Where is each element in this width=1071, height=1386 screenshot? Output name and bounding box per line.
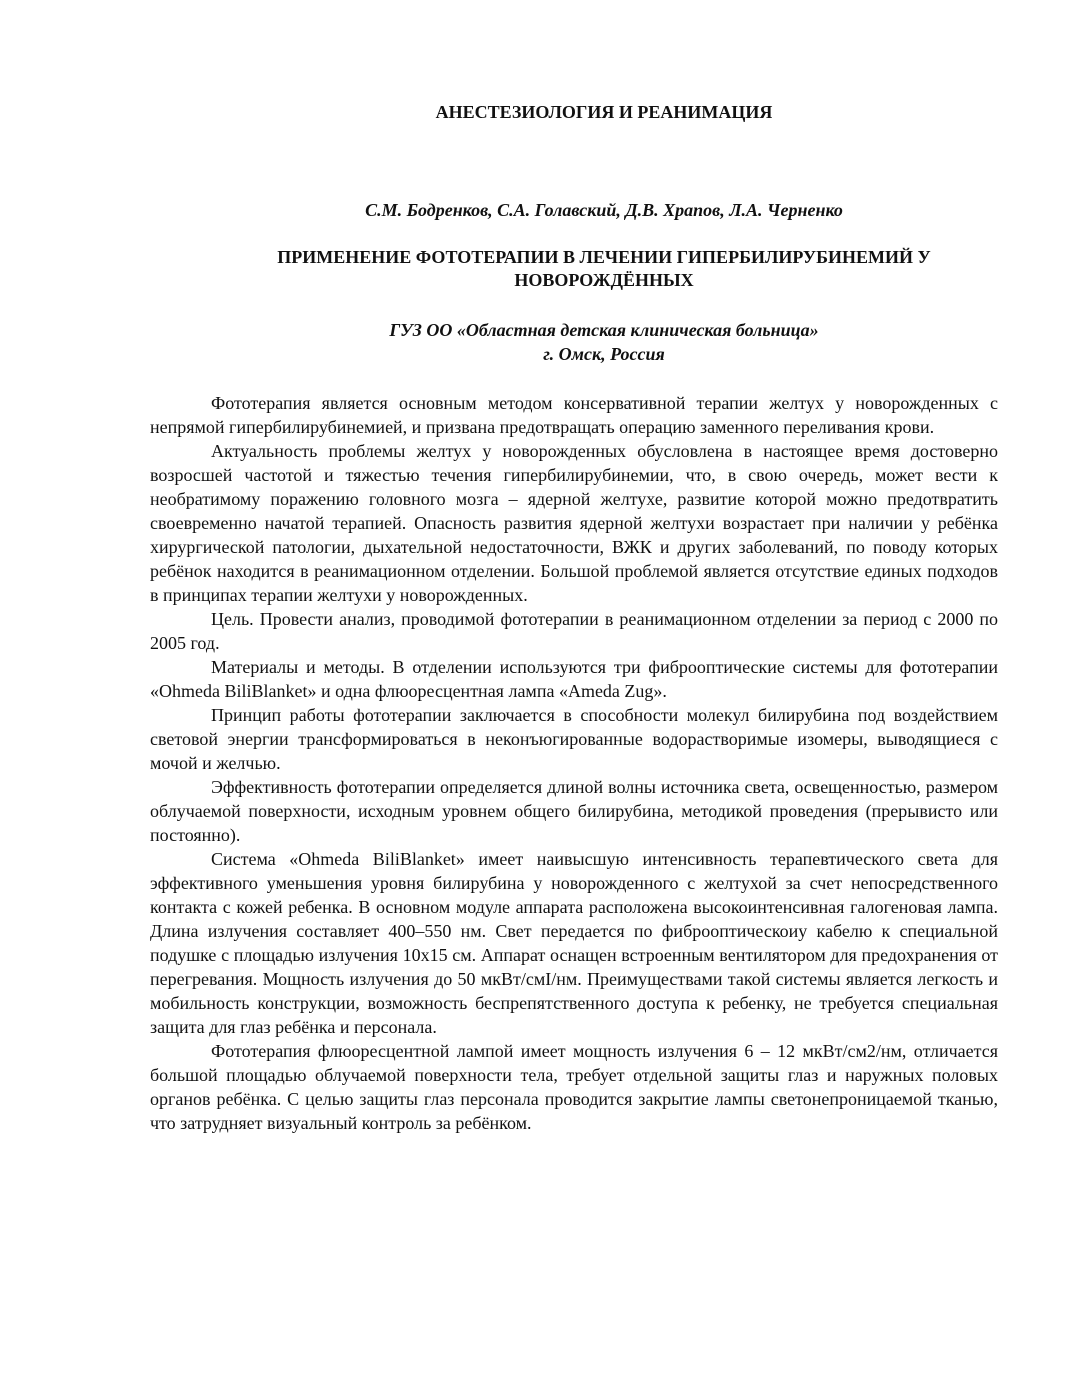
article-title (150, 246, 1058, 292)
paragraph: Фототерапия флюоресцентной лампой имеет мощность излучения 6 – 12 мкВт/см2/нм, отличается большой площадью облучаемой поверхности тела, требует отдельной защиты глаз и наружных половых органов ребёнка. С целью защиты глаз персонала проводится закрытие лампы светонепроницаемой тканью, что затрудняет визуальный контроль за ребёнком. (150, 1041, 998, 1133)
title-line: ПРИМЕНЕНИЕ ФОТОТЕРАПИИ В ЛЕЧЕНИИ ГИПЕРБИЛИРУБИНЕМИЙ У (277, 247, 931, 267)
paragraph: Актуальность проблемы желтух у новорожденных обусловлена в настоящее время достоверно возросшей частотой и тяжестью течения гипербилирубинемии, что, в свою очередь, может вести к необратимому поражению головного мозга – ядерной желтухе, развитие которой можно предотвратить своевременно начатой терапией. Опасность развития ядерной желтухи возрастает при наличии у ребёнка хирургической патологии, дыхательной недостаточности, ВЖК и других заболеваний, по поводу которых ребёнок находится в реанимационном отделении. Большой проблемой является отсутствие единых подходов в принципах терапии желтухи у новорожденных. (150, 441, 998, 605)
paragraph: Система «Ohmeda BiliBlanket» имеет наивысшую интенсивность терапевтического света для эффективного уменьшения уровня билирубина у новорожденного с желтухой за счет непосредственного контакта с кожей ребенка. В основном модуле аппарата расположена высокоинтенсивная галогеновая лампа. Длина излучения составляет 400–550 нм. Свет передается по фиброоптическоиу кабелю к специальной подушке с площадью излучения 10х15 см. Аппарат оснащен встроенным вентилятором для предохранения от перегревания. Мощность излучения до 50 мкВт/смI/нм. Преимуществами такой системы является легкость и мобильность конструкции, возможность беспрепятственного доступа к ребенку, не требуется специальная защита для глаз ребёнка и персонала. (150, 849, 998, 1037)
affiliation-institution: ГУЗ ОО «Областная детская клиническая больница» (389, 320, 819, 340)
article-body (150, 391, 998, 1135)
authors: С.М. Бодренков, С.А. Голавский, Д.В. Храпов, Л.А. Черненко (365, 200, 843, 220)
section-header: АНЕСТЕЗИОЛОГИЯ И РЕАНИМАЦИЯ (435, 102, 773, 122)
affiliation-city: г. Омск, Россия (543, 344, 665, 364)
affiliation (150, 318, 1058, 366)
paragraph: Эффективность фототерапии определяется длиной волны источника света, освещенностью, размером облучаемой поверхности, исходным уровнем общего билирубина, методикой проведения (прерывисто или постоянно). (150, 777, 998, 845)
title-line: НОВОРОЖДЁННЫХ (514, 270, 694, 290)
paragraph: Фототерапия является основным методом консервативной терапии желтух у новорожденных с непрямой гипербилирубинемией, и призвана предотвращать операцию заменного переливания крови. (150, 393, 998, 437)
paragraph: Материалы и методы. В отделении используются три фиброоптические системы для фототерапии «Ohmeda BiliBlanket» и одна флюоресцентная лампа «Ameda Zug». (150, 657, 998, 701)
paragraph: Цель. Провести анализ, проводимой фототерапии в реанимационном отделении за период с 2000 по 2005 год. (150, 609, 998, 653)
paragraph: Принцип работы фототерапии заключается в способности молекул билирубина под воздействием световой энергии трансформироваться в неконъюгированные водорастворимые изомеры, выводящиеся с мочой и желчью. (150, 705, 998, 773)
